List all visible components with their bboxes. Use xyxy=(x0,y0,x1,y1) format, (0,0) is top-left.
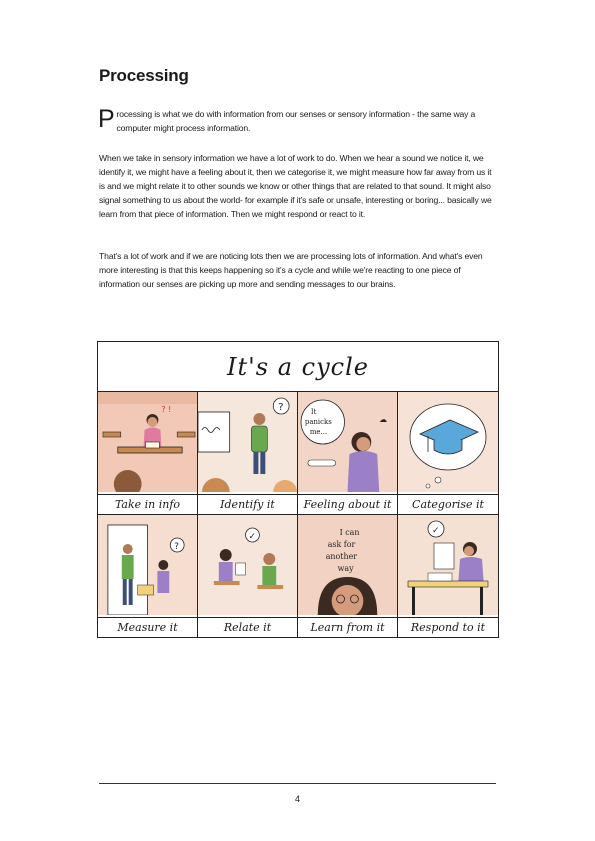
svg-text:another: another xyxy=(325,551,358,561)
girl-with-idea-illustration xyxy=(298,515,397,615)
svg-text:ask for: ask for xyxy=(327,539,356,549)
panel-identify-it xyxy=(198,392,298,515)
svg-text:?: ? xyxy=(278,401,284,414)
panel-feeling-about-it xyxy=(298,392,398,515)
svg-text:me...: me... xyxy=(309,427,328,437)
cycle-panels xyxy=(98,392,498,637)
page-number: 4 xyxy=(294,794,300,804)
svg-text:✓: ✓ xyxy=(248,531,256,542)
svg-text:panicks: panicks xyxy=(304,417,332,427)
two-people-talking-illustration xyxy=(198,515,297,615)
intro-paragraph xyxy=(99,107,499,135)
panel-caption: Measure it xyxy=(98,617,197,637)
panel-caption: Relate it xyxy=(198,617,297,637)
panel-caption: Categorise it xyxy=(398,494,498,514)
intro-text: rocessing is what we do with information from our senses or sensory information - the same way a computer might process information. xyxy=(116,109,476,133)
panel-respond-to-it xyxy=(398,515,498,638)
drop-cap: P xyxy=(98,105,115,133)
svg-text:I can: I can xyxy=(339,527,360,537)
panel-caption: Feeling about it xyxy=(298,494,397,514)
anxious-girl-illustration xyxy=(298,392,397,492)
student-reading-illustration xyxy=(98,392,197,492)
panel-categorise-it xyxy=(398,392,498,515)
svg-text:? !: ? ! xyxy=(161,404,172,415)
svg-text:?: ? xyxy=(174,541,179,552)
panel-learn-from-it xyxy=(298,515,398,638)
cycle-title: It's a cycle xyxy=(98,342,498,392)
graduation-cap-illustration xyxy=(398,392,498,492)
panel-caption: Take in info xyxy=(98,494,197,514)
panel-measure-it xyxy=(98,515,198,638)
footer-divider xyxy=(99,783,496,784)
panel-take-in-info xyxy=(98,392,198,515)
people-at-door-illustration xyxy=(98,515,197,615)
person-thinking-illustration xyxy=(198,392,297,492)
panel-relate-it xyxy=(198,515,298,638)
panel-caption: Respond to it xyxy=(398,617,498,637)
woman-writing-illustration xyxy=(398,515,498,615)
svg-text:✓: ✓ xyxy=(432,525,440,536)
page-heading: Processing xyxy=(99,66,189,85)
svg-text:It: It xyxy=(310,407,317,417)
panel-caption: Learn from it xyxy=(298,617,397,637)
body-paragraph: When we take in sensory information we have a lot of work to do. When we hear a sound we notice it, we identify it, we might have a feeling about it, then we categorise it, we might measure how far away from us it is and we might relate it to other sounds we know or other things that are related to that sound. It might also signal something to us about the world- for example if it's safe or unsafe, interesting or boring... basically we learn from that piece of information. Then we might respond or react to it. xyxy=(99,153,492,219)
svg-text:way: way xyxy=(337,563,354,573)
cycle-illustration xyxy=(97,341,499,638)
panel-caption: Identify it xyxy=(198,494,297,514)
svg-text:☁: ☁ xyxy=(379,414,388,425)
body-paragraph: That's a lot of work and if we are noticing lots then we are processing lots of information. And what's even more interesting is that this keeps happening so it's a cycle and while we're reacting to one piece of information our senses are picking up more and sending messages to our brains. xyxy=(99,251,483,289)
